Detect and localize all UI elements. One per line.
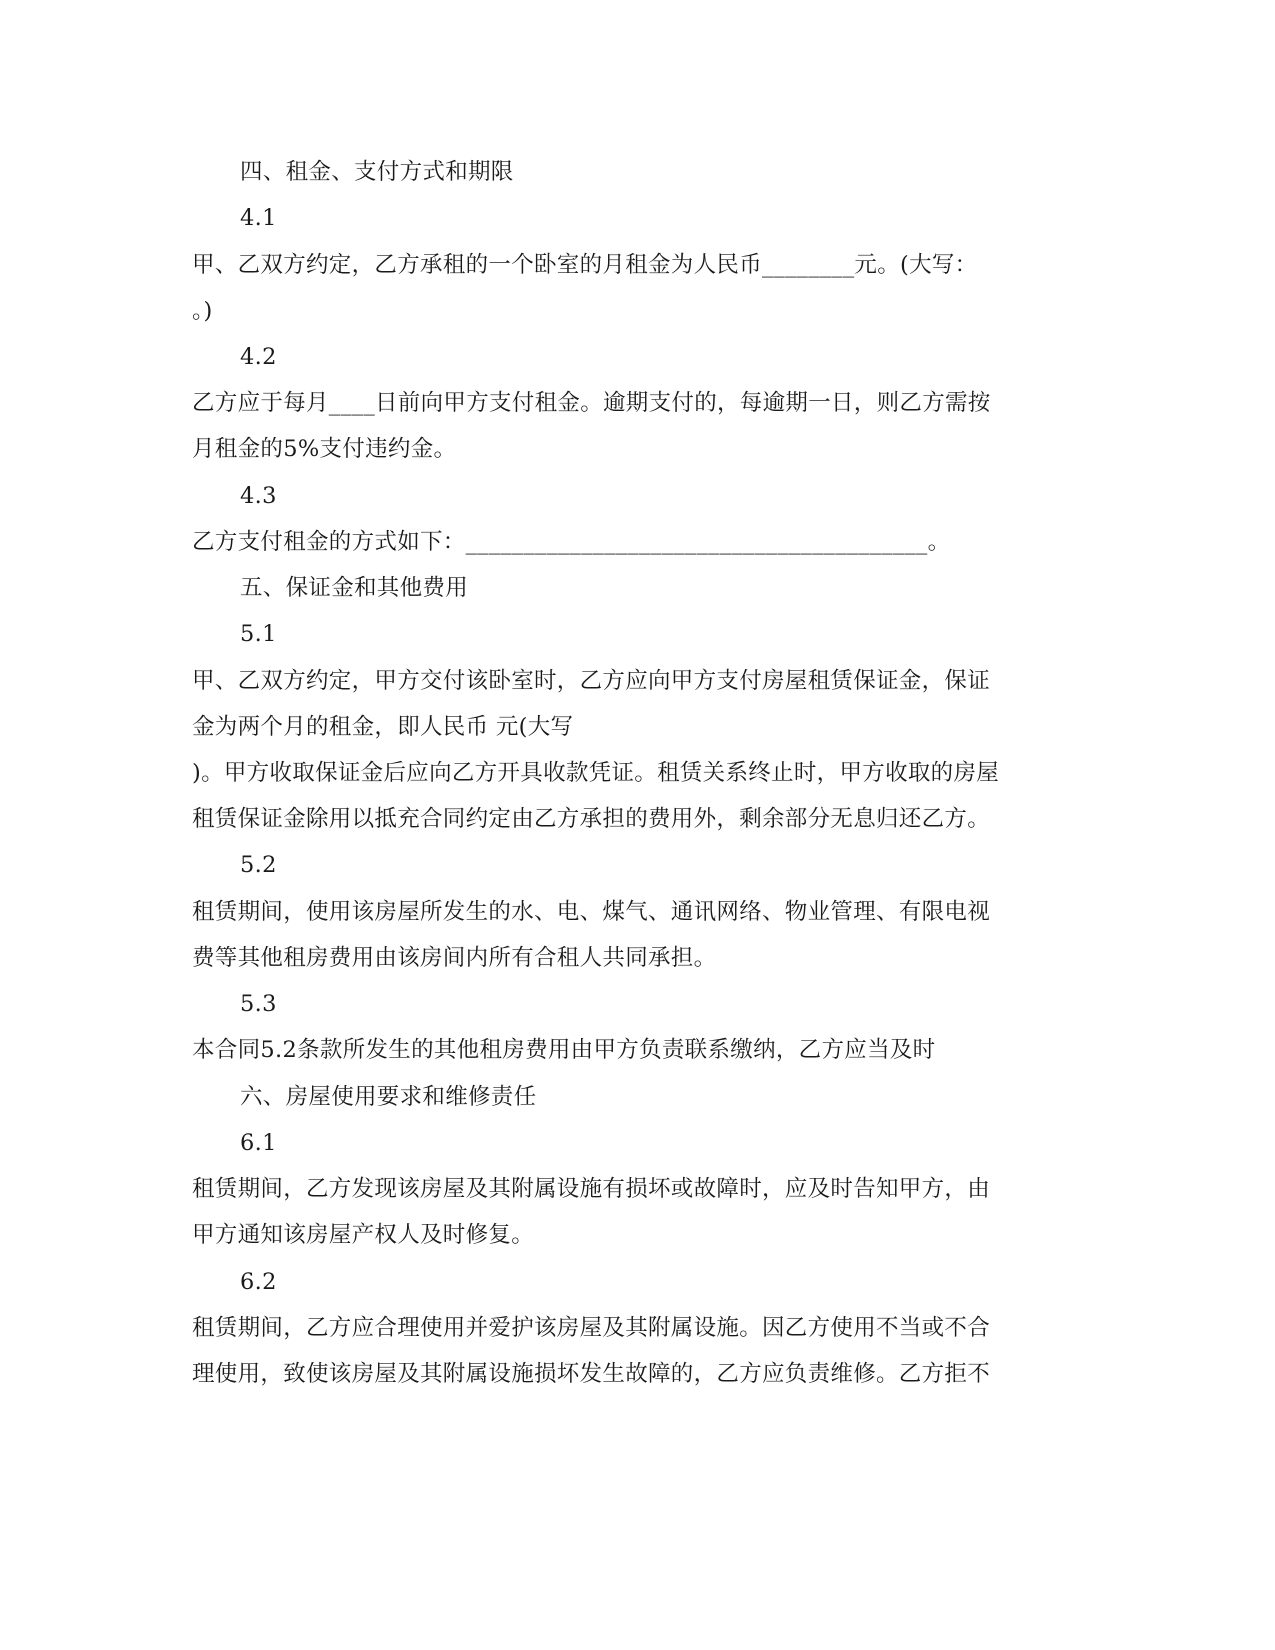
clause-text-6-2-line-1: 租赁期间，乙方应合理使用并爱护该房屋及其附属设施。因乙方使用不当或不合 <box>192 1315 991 1341</box>
clause-text-5-1-line-1: 甲、乙双方约定，甲方交付该卧室时，乙方应向甲方支付房屋租赁保证金，保证 <box>192 668 991 694</box>
clause-text-4-3-line-1: 乙方支付租金的方式如下：________________________________________。 <box>192 529 951 555</box>
clause-text-4-2-line-1: 乙方应于每月____日前向甲方支付租金。逾期支付的，每逾期一日，则乙方需按 <box>192 390 991 416</box>
clause-text-5-1-line-3: )。甲方收取保证金后应向乙方开具收款凭证。租赁关系终止时，甲方收取的房屋 <box>192 760 1000 786</box>
clause-text-5-2-line-2: 费等其他租房费用由该房间内所有合租人共同承担。 <box>192 945 717 971</box>
section-heading-4: 四、租金、支付方式和期限 <box>240 159 514 185</box>
clause-text-6-2-line-2: 理使用，致使该房屋及其附属设施损坏发生故障的，乙方应负责维修。乙方拒不 <box>192 1361 991 1387</box>
clause-text-5-3-line-1: 本合同5.2条款所发生的其他租房费用由甲方负责联系缴纳，乙方应当及时 <box>192 1037 936 1063</box>
clause-text-4-1-line-2: 。) <box>192 298 213 324</box>
clause-text-4-1-line-1: 甲、乙双方约定，乙方承租的一个卧室的月租金为人民币________元。(大写： <box>192 252 978 278</box>
clause-number-6-1: 6.1 <box>240 1130 277 1156</box>
clause-number-4-3: 4.3 <box>240 483 277 509</box>
clause-number-5-3: 5.3 <box>240 991 277 1017</box>
clause-text-5-2-line-1: 租赁期间，使用该房屋所发生的水、电、煤气、通讯网络、物业管理、有限电视 <box>192 899 991 925</box>
clause-number-5-2: 5.2 <box>240 852 277 878</box>
clause-text-5-1-line-4: 租赁保证金除用以抵充合同约定由乙方承担的费用外，剩余部分无息归还乙方。 <box>192 806 991 832</box>
clause-text-5-1-line-2: 金为两个月的租金，即人民币 元(大写 <box>192 714 574 740</box>
clause-number-4-1: 4.1 <box>240 205 277 231</box>
section-heading-5: 五、保证金和其他费用 <box>240 575 469 601</box>
section-heading-6: 六、房屋使用要求和维修责任 <box>240 1084 537 1110</box>
clause-number-4-2: 4.2 <box>240 344 277 370</box>
clause-number-6-2: 6.2 <box>240 1269 277 1295</box>
clause-text-6-1-line-2: 甲方通知该房屋产权人及时修复。 <box>192 1222 535 1248</box>
clause-number-5-1: 5.1 <box>240 621 277 647</box>
clause-text-6-1-line-1: 租赁期间，乙方发现该房屋及其附属设施有损坏或故障时，应及时告知甲方，由 <box>192 1176 991 1202</box>
clause-text-4-2-line-2: 月租金的5%支付违约金。 <box>192 436 457 462</box>
